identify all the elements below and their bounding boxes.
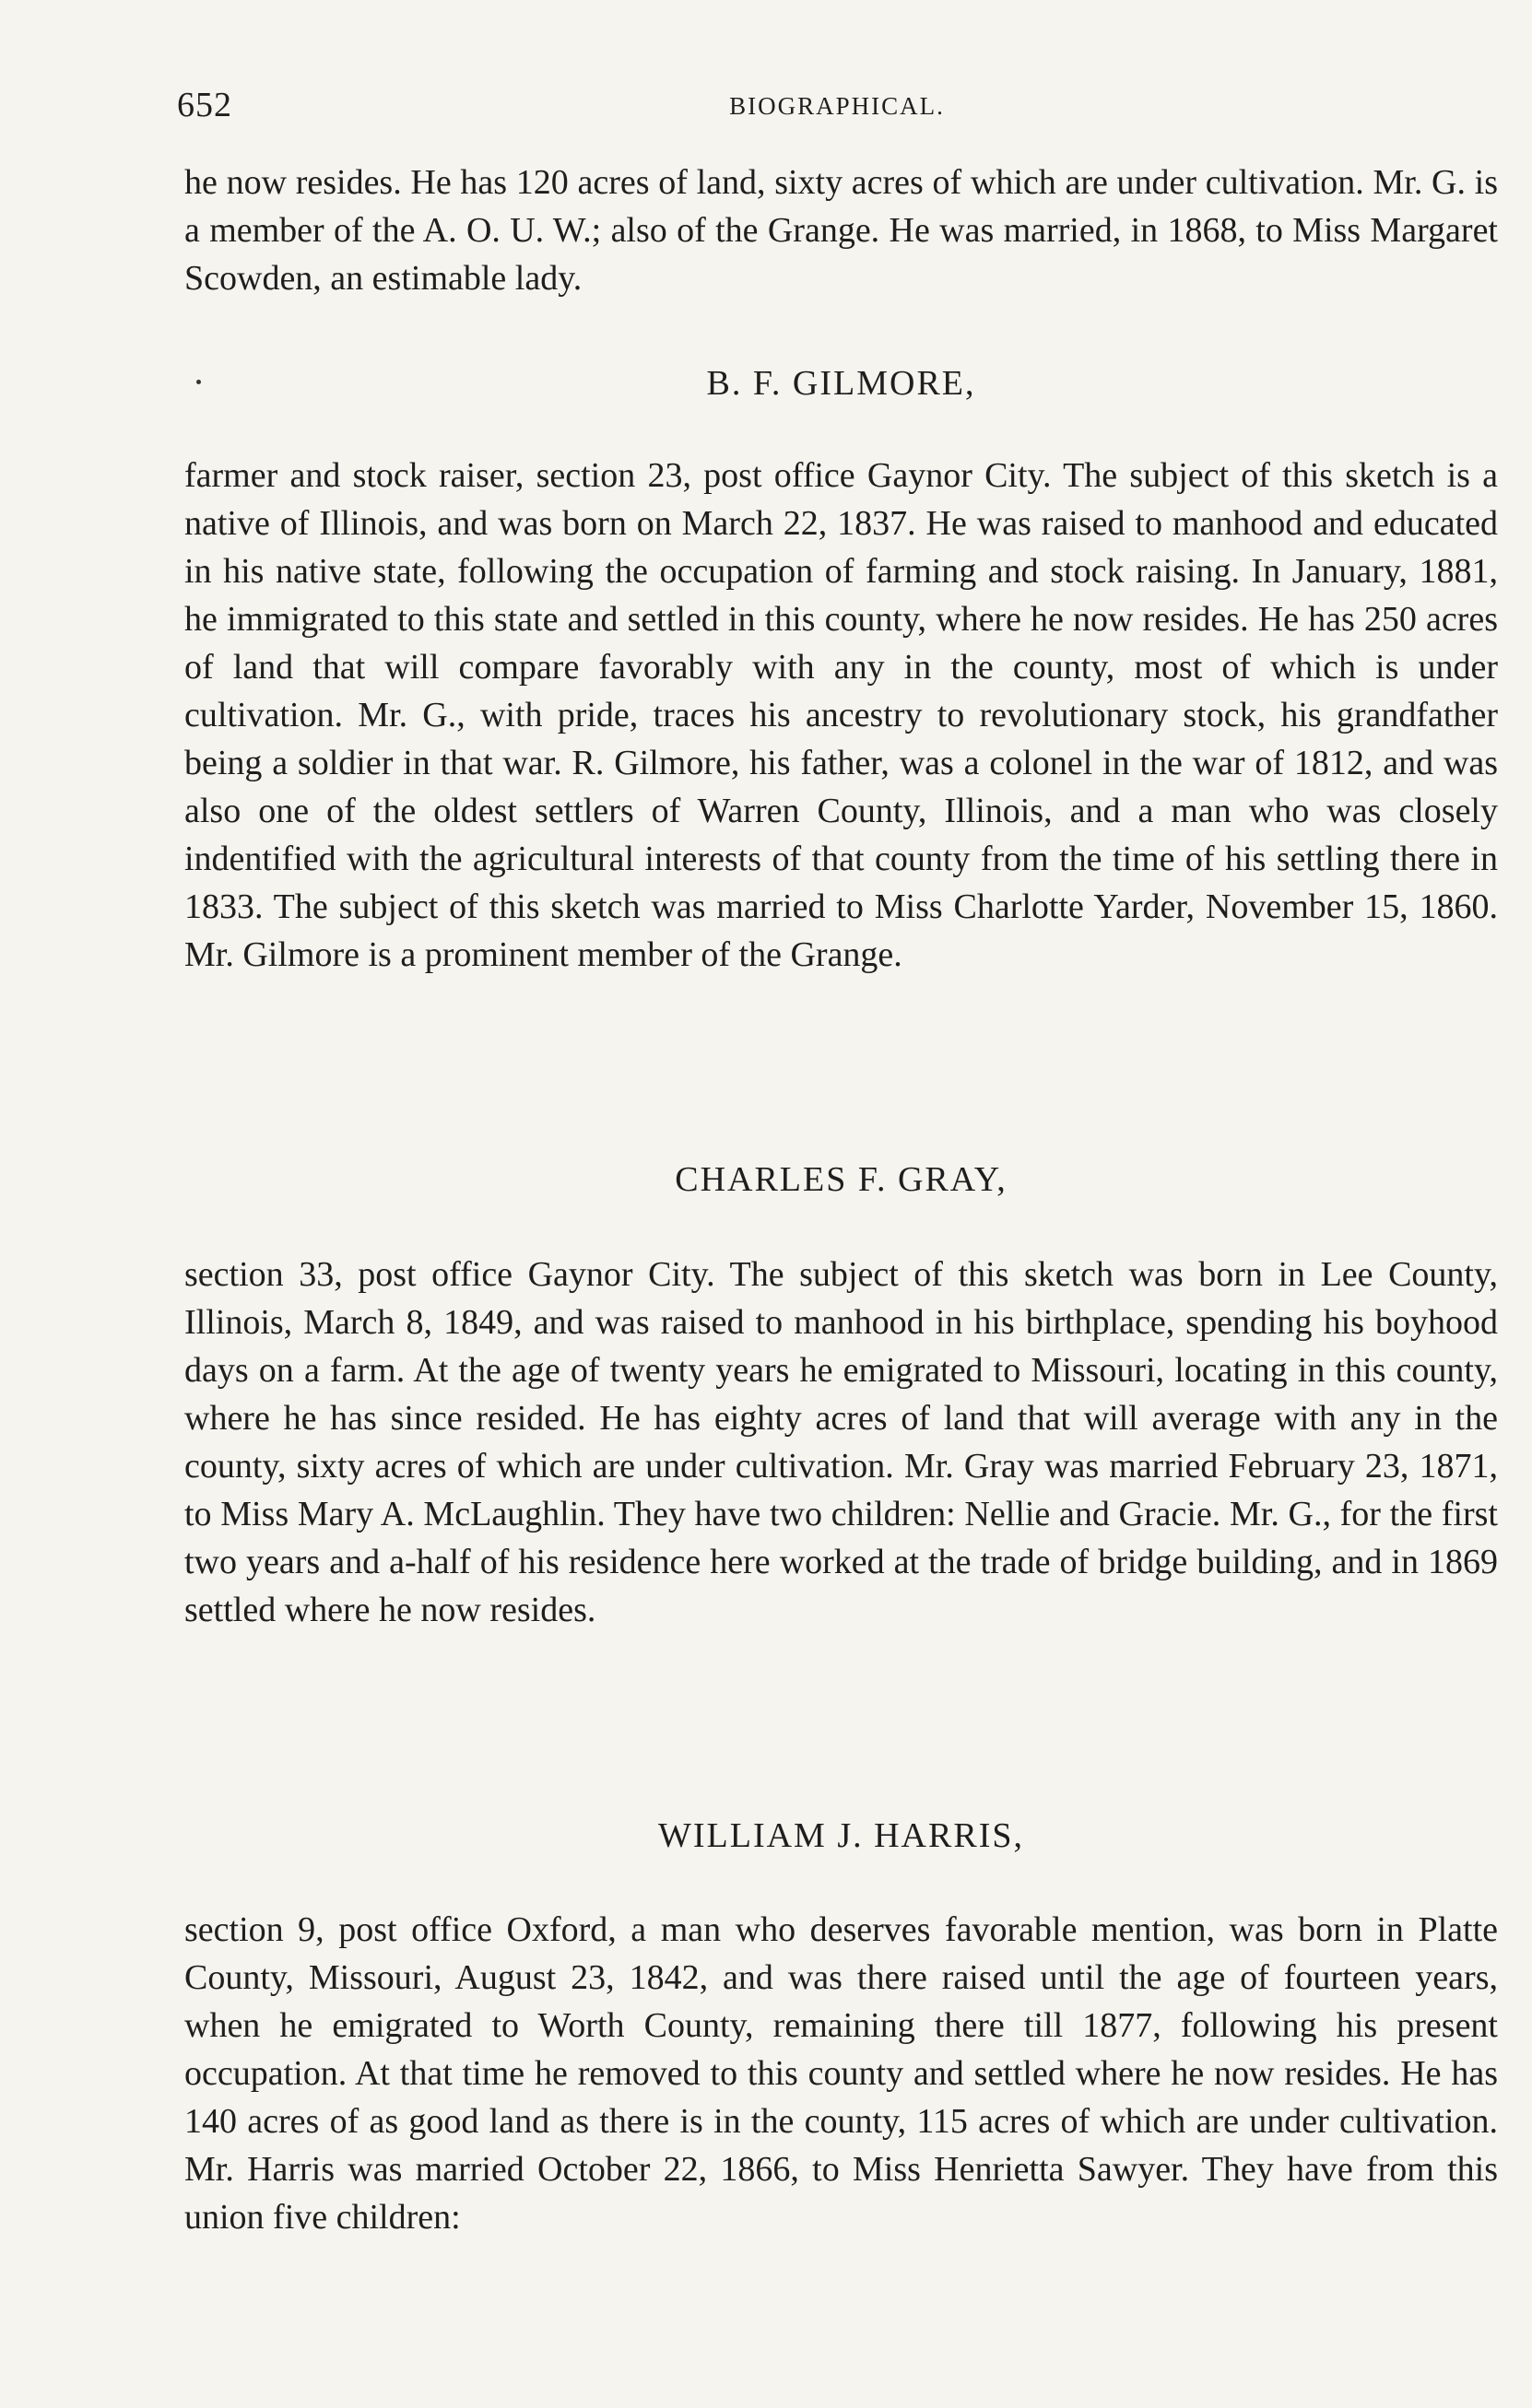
entry-text-harris: section 9, post office Oxford, a man who deserves favorable mention, was born in Platte County, Missouri, August 23, 1842, and was there raised until the age of fourteen years, when he emigrated to Worth County, remaining there till 1877, following his present occupation. At that time he removed to this county and settled where he now resides. He has 140 acres of as good land as there is in the county, 115 acres of which are under cultivation. Mr. Harris was married October 22, 1866, to Miss Henrietta Sawyer. They have from this union five children: (184, 1910, 1498, 2237)
entry-text-gilmore: farmer and stock raiser, section 23, post office Gaynor City. The subject of this sketch is a native of Illinois, and was born on March 22, 1837. He was raised to manhood and educated in his native state, following the occupation of farming and stock raising. In January, 1881, he immigrated to this state and settled in this county, where he now resides. He has 250 acres of land that will compare favorably with any in the county, most of which is under cultivation. Mr. G., with pride, traces his ancestry to revolutionary stock, his grandfather being a soldier in that war. R. Gilmore, his father, was a colonel in the war of 1812, and was also one of the oldest settlers of Warren County, Illinois, and a man who was closely indentified with the agricultural interests of that county from the time of his settling there in 1833. The subject of this sketch was married to Miss Charlotte Yarder, November 15, 1860. Mr. Gilmore is a prominent member of the Grange. (184, 456, 1498, 974)
running-title: BIOGRAPHICAL. (729, 92, 945, 120)
page-header (177, 85, 1497, 140)
entry-heading-gilmore: B. F. GILMORE, (706, 364, 976, 403)
entry-text-gray: section 33, post office Gaynor City. The subject of this sketch was born in Lee County, Illinois, March 8, 1849, and was raised to manhood in his birthplace, spending his boyhood days on a farm. At the age of twenty years he emigrated to Missouri, locating in this county, where he has since resided. He has eighty acres of land that will average with any in the county, sixty acres of which are under cultivation. Mr. Gray was married February 23, 1871, to Miss Mary A. McLaughlin. They have two children: Nellie and Gracie. Mr. G., for the first two years and a-half of his residence here worked at the trade of bridge building, and in 1869 settled where he now resides. (184, 1255, 1498, 1629)
entry-continuation-text: he now resides. He has 120 acres of land, sixty acres of which are under cultivation. Mr. G. is a member of the A. O. U. W.; also of the Grange. He was married, in 1868, to Miss Margaret Scowden, an estimable lady. (184, 163, 1498, 298)
page-number: 652 (177, 86, 232, 124)
entry-heading-harris: WILLIAM J. HARRIS, (658, 1816, 1024, 1855)
entry-heading-gray: CHARLES F. GRAY, (675, 1160, 1008, 1199)
